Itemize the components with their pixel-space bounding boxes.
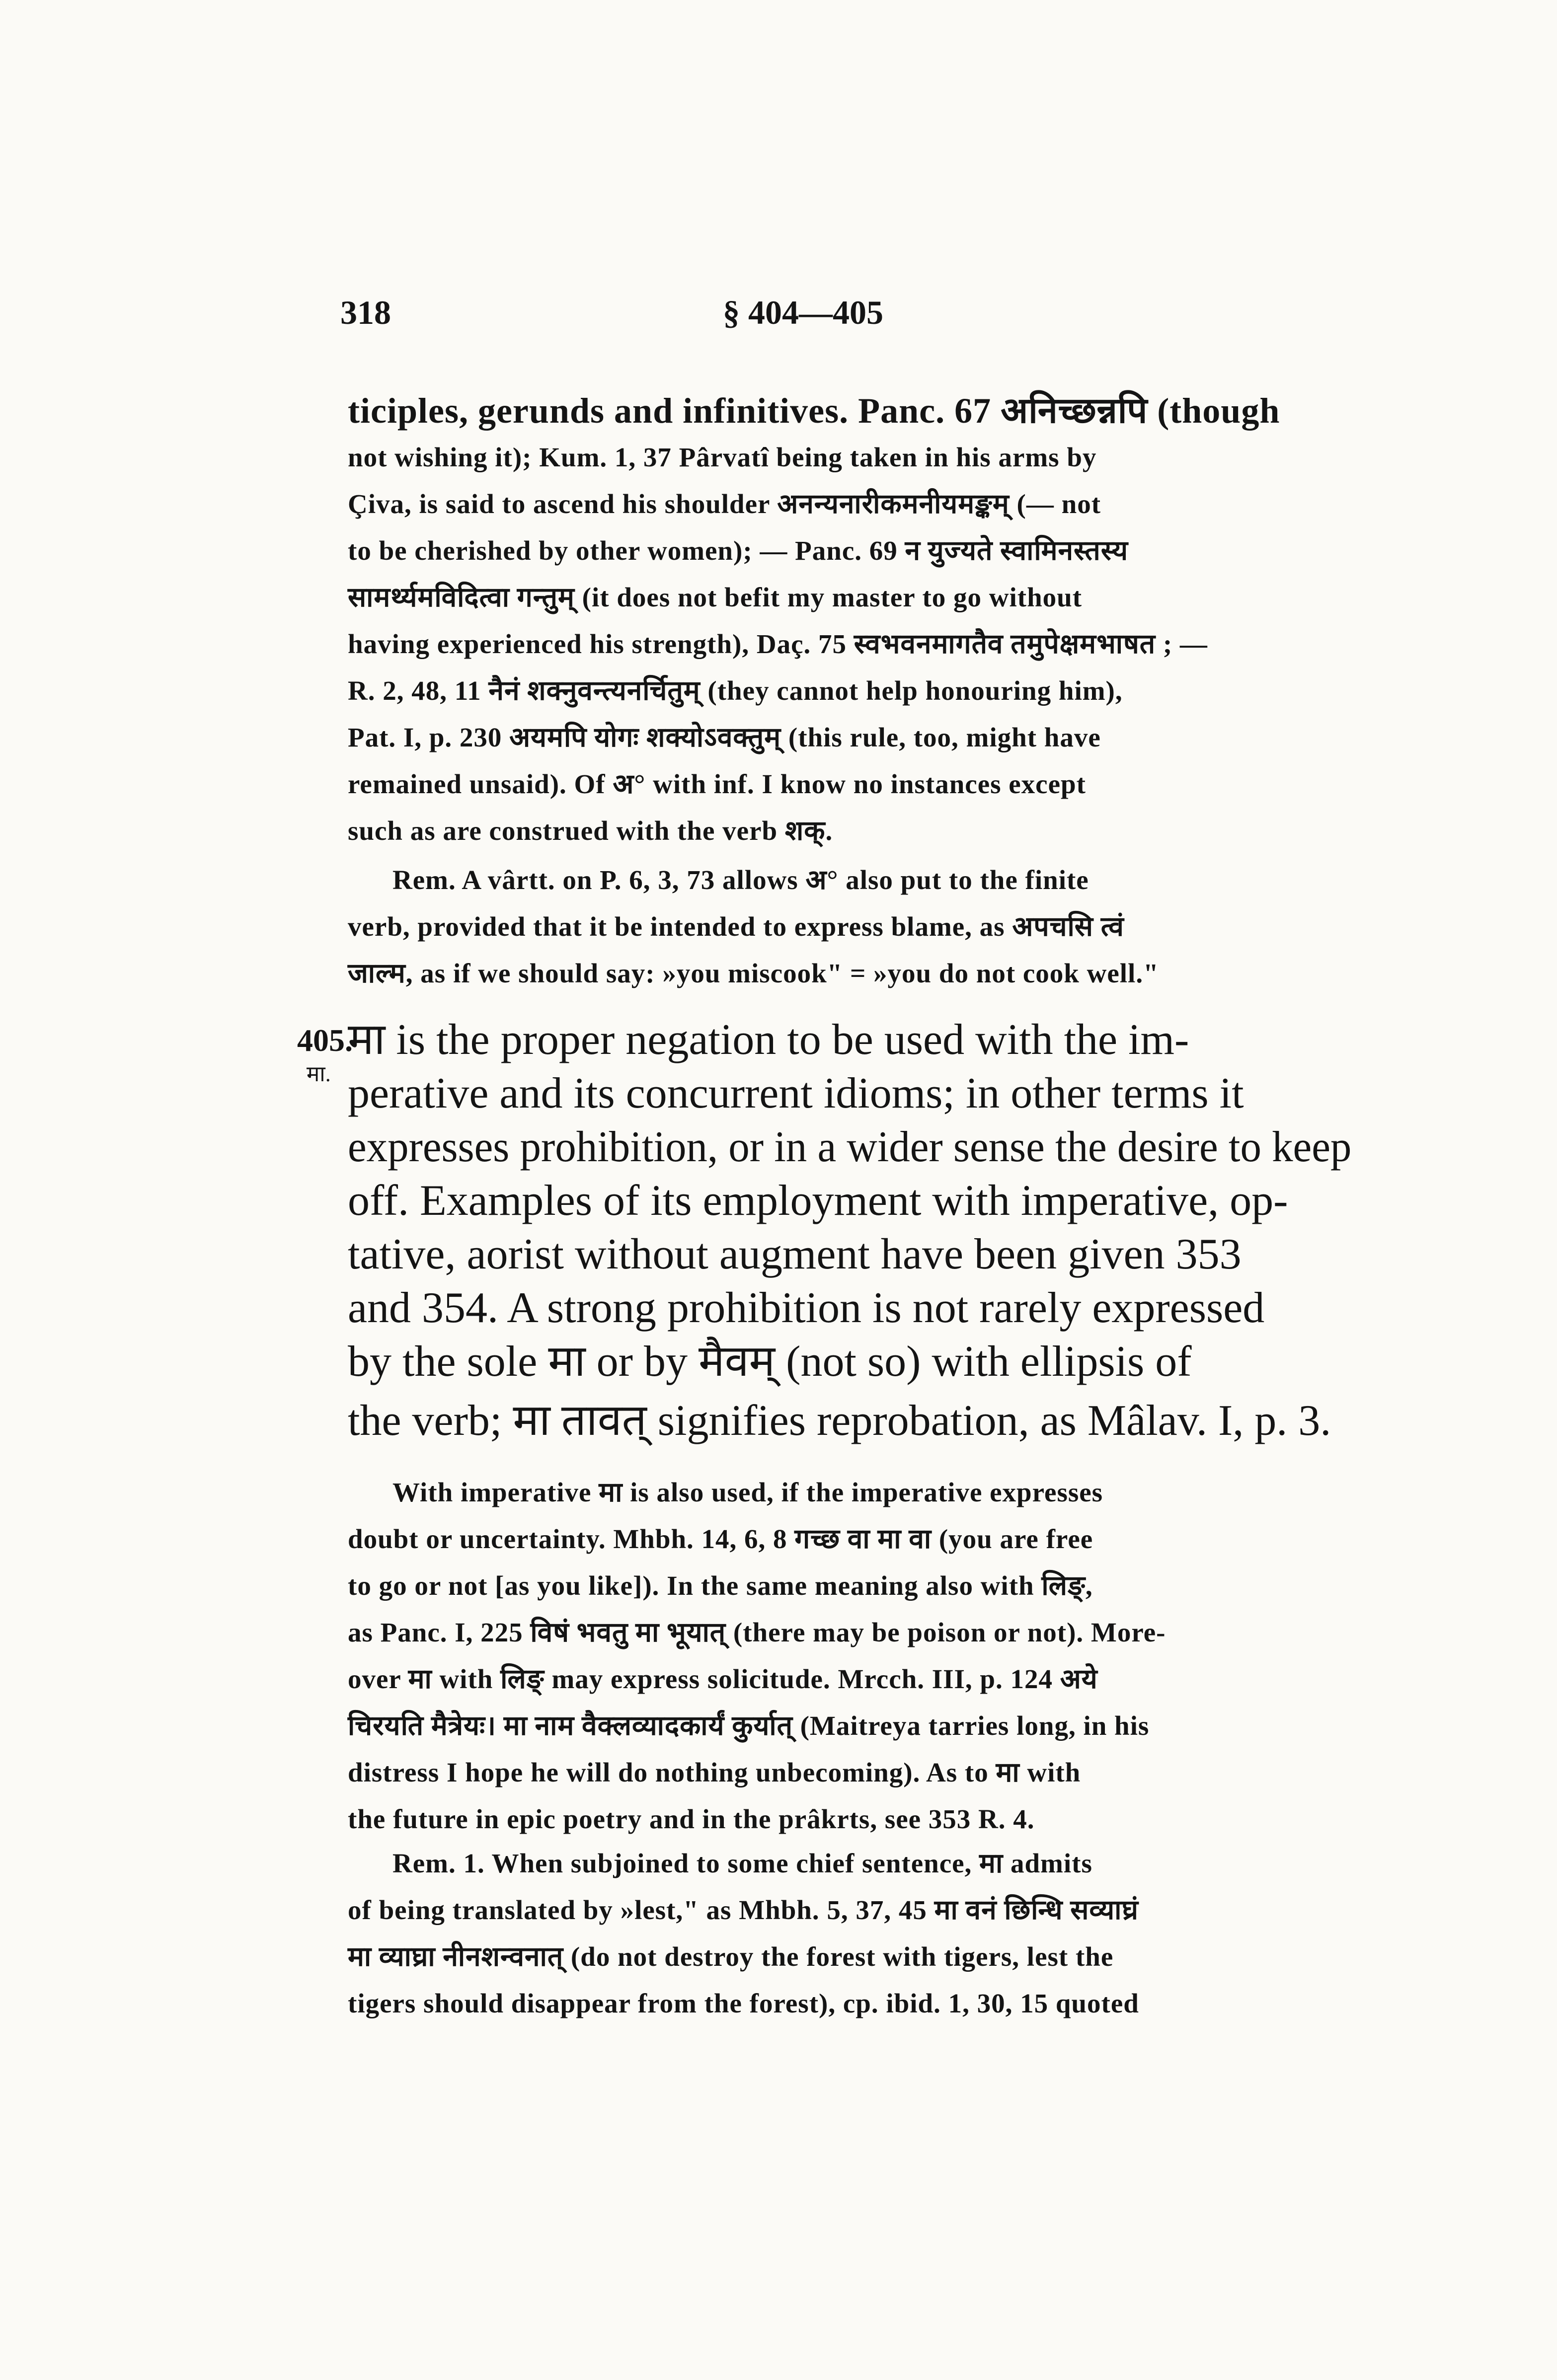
- text-line: by the sole मा or by मैवम् (not so) with ellipsis of: [348, 1338, 1192, 1386]
- remark-line: verb, provided that it be intended to express blame, as अपचसि त्वं: [348, 911, 1124, 942]
- text-line: having experienced his strength), Daç. 75 स्वभवनमागतैव तमुपेक्षमभाषत ; —: [348, 629, 1208, 659]
- text-line: remained unsaid). Of अ° with inf. I know no instances except: [348, 769, 1086, 799]
- text-line: and 354. A strong prohibition is not rarely expressed: [348, 1284, 1265, 1332]
- page-number: 318: [340, 294, 391, 331]
- text-line: ticiples, gerunds and infinitives. Panc. 67 अनिच्छन्नपि (though: [348, 391, 1280, 431]
- text-line: not wishing it); Kum. 1, 37 Pârvatî being taken in his arms by: [348, 442, 1097, 472]
- text-line: मा is the proper negation to be used with the im-: [348, 1016, 1189, 1064]
- section-405-notes: [348, 1469, 1351, 1843]
- section-number: 405.: [297, 1023, 353, 1058]
- remark-line: of being translated by »lest," as Mhbh. 5, 37, 45 मा वनं छिन्धि सव्याघ्रं: [348, 1895, 1139, 1925]
- text-line: tative, aorist without augment have been given 353: [348, 1230, 1242, 1278]
- text-line: such as are construed with the verb शक्.: [348, 816, 833, 846]
- remark-line: Rem. A vârtt. on P. 6, 3, 73 allows अ° also put to the finite: [392, 865, 1089, 895]
- text-line: to be cherished by other women); — Panc. 69 न युज्यते स्वामिनस्तस्य: [348, 535, 1129, 566]
- note-line: doubt or uncertainty. Mhbh. 14, 6, 8 गच्छ वा मा वा (you are free: [348, 1524, 1093, 1554]
- section-404-remark: [348, 857, 1351, 997]
- text-line: expresses prohibition, or in a wider sense the desire to keep: [348, 1123, 1352, 1171]
- text-line: Çiva, is said to ascend his shoulder अनन्यनारीकमनीयमङ्कम् (— not: [348, 489, 1101, 519]
- note-line: the future in epic poetry and in the prâkrts, see 353 R. 4.: [348, 1804, 1035, 1834]
- remark-line: Rem. 1. When subjoined to some chief sentence, मा admits: [392, 1848, 1092, 1878]
- remark-line: जाल्म, as if we should say: »you miscook" = »you do not cook well.": [348, 958, 1159, 988]
- note-line: to go or not [as you like]). In the same meaning also with लिङ्,: [348, 1570, 1093, 1601]
- section-405-body: [348, 1013, 1351, 1453]
- note-line: as Panc. I, 225 विषं भवतु मा भूयात् (there may be poison or not). More-: [348, 1617, 1166, 1647]
- text-line: सामर्थ्यमविदित्वा गन्तुम् (it does not befit my master to go without: [348, 582, 1083, 612]
- text-line: the verb; मा तावत् signifies reprobation, as Mâlav. I, p. 3.: [348, 1397, 1331, 1445]
- note-line: चिरयति मैत्रेयः। मा नाम वैक्लव्यादकार्यं कुर्यात् (Maitreya tarries long, in his: [348, 1711, 1150, 1741]
- note-line: distress I hope he will do nothing unbecoming). As to मा with: [348, 1757, 1081, 1787]
- text-line: Pat. I, p. 230 अयमपि योगः शक्योऽवक्तुम् (this rule, too, might have: [348, 722, 1101, 752]
- note-line: With imperative मा is also used, if the imperative expresses: [392, 1477, 1103, 1507]
- section-range-heading: § 404—405: [723, 294, 883, 331]
- section-margin-label: मा.: [307, 1062, 331, 1086]
- section-405-remark: [348, 1840, 1351, 2027]
- text-line: R. 2, 48, 11 नैनं शक्नुवन्त्यनर्चितुम् (they cannot help honouring him),: [348, 675, 1123, 706]
- text-line: perative and its concurrent idioms; in other terms it: [348, 1069, 1244, 1117]
- text-line: off. Examples of its employment with imperative, op-: [348, 1177, 1288, 1225]
- remark-line: tigers should disappear from the forest), cp. ibid. 1, 30, 15 quoted: [348, 1988, 1139, 2018]
- section-404-continuation: [348, 387, 1351, 854]
- remark-line: मा व्याघ्रा नीनशन्वनात् (do not destroy the forest with tigers, lest the: [348, 1941, 1114, 1972]
- note-line: over मा with लिङ् may express solicitude. Mrcch. III, p. 124 अये: [348, 1664, 1098, 1694]
